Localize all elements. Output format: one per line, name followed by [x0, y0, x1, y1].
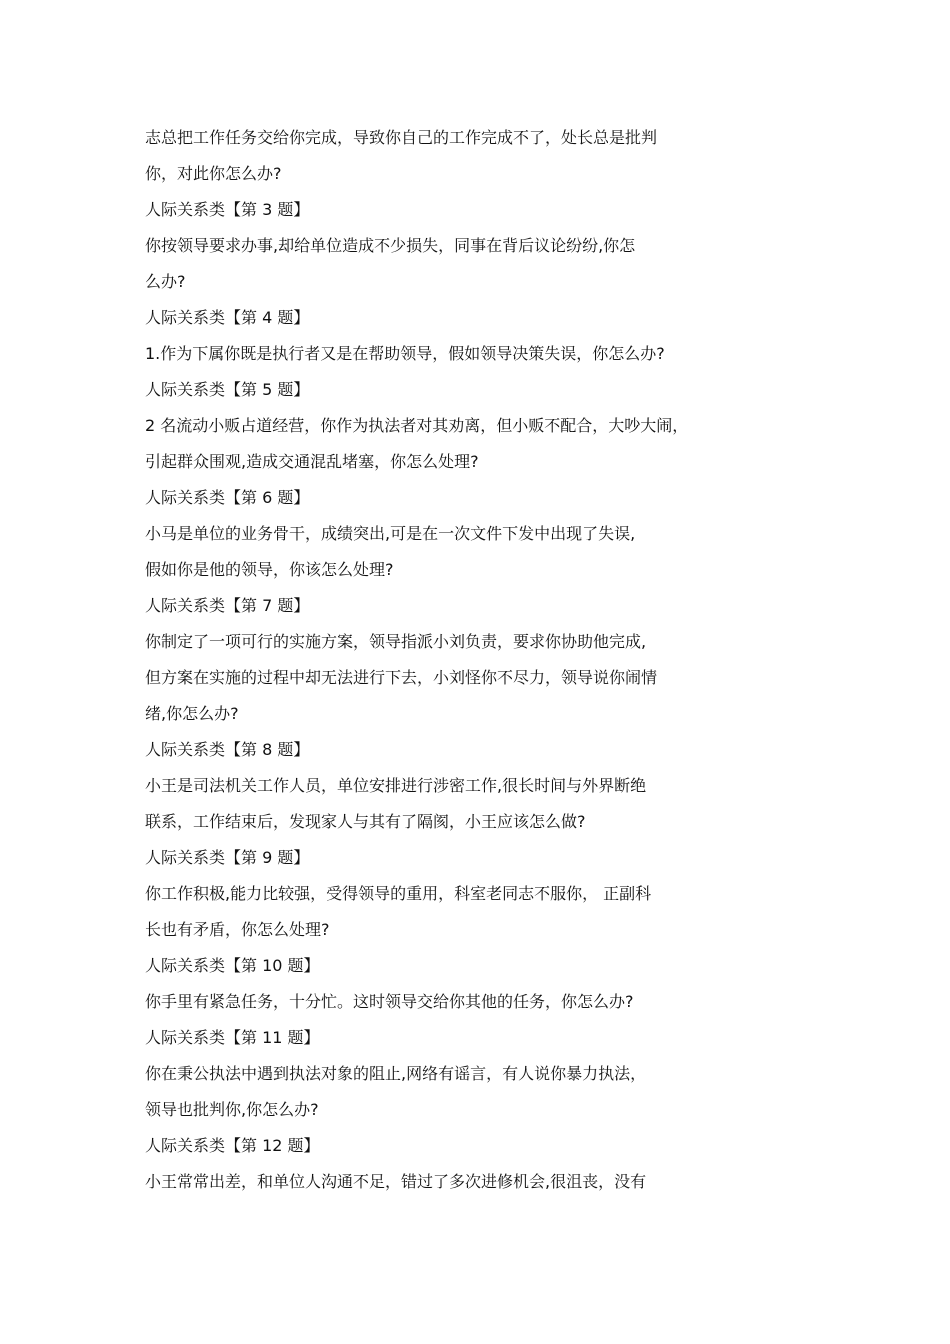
text-line: 2 名流动小贩占道经营，你作为执法者对其劝离，但小贩不配合，大吵大闹，	[145, 416, 689, 435]
question-heading: 人际关系类【第 4 题】	[145, 308, 310, 327]
text-line: 领导也批判你,你怎么办?	[145, 1100, 319, 1119]
text-line: 长也有矛盾，你怎么处理?	[145, 920, 330, 939]
question-heading: 人际关系类【第 8 题】	[145, 740, 310, 759]
text-line: 引起群众围观,造成交通混乱堵塞，你怎么处理?	[145, 452, 479, 471]
text-line: 你，对此你怎么办?	[145, 164, 282, 183]
text-line: 1.作为下属你既是执行者又是在帮助领导，假如领导决策失误，你怎么办?	[145, 344, 665, 363]
text-line: 绪,你怎么办?	[145, 704, 239, 723]
text-line: 么办?	[145, 272, 186, 291]
text-line: 小王常常出差，和单位人沟通不足，错过了多次进修机会,很沮丧，没有	[145, 1172, 647, 1191]
text-line: 你手里有紧急任务，十分忙。这时领导交给你其他的任务，你怎么办?	[145, 992, 634, 1011]
question-heading: 人际关系类【第 9 题】	[145, 848, 310, 867]
text-line: 小马是单位的业务骨干，成绩突出,可是在一次文件下发中出现了失误,	[145, 524, 636, 543]
text-line: 但方案在实施的过程中却无法进行下去，小刘怪你不尽力，领导说你闹情	[145, 668, 658, 687]
text-line: 假如你是他的领导，你该怎么处理?	[145, 560, 394, 579]
question-heading: 人际关系类【第 12 题】	[145, 1136, 320, 1155]
text-line: 你工作积极,能力比较强，受得领导的重用，科室老同志不服你， 正副科	[145, 884, 652, 903]
question-heading: 人际关系类【第 7 题】	[145, 596, 310, 615]
question-heading: 人际关系类【第 3 题】	[145, 200, 310, 219]
text-line: 联系，工作结束后，发现家人与其有了隔阂，小王应该怎么做?	[145, 812, 586, 831]
text-line: 小王是司法机关工作人员，单位安排进行涉密工作,很长时间与外界断绝	[145, 776, 647, 795]
question-heading: 人际关系类【第 11 题】	[145, 1028, 320, 1047]
question-heading: 人际关系类【第 5 题】	[145, 380, 310, 399]
question-heading: 人际关系类【第 10 题】	[145, 956, 320, 975]
text-line: 你在秉公执法中遇到执法对象的阻止,网络有谣言，有人说你暴力执法，	[145, 1064, 647, 1083]
text-line: 你按领导要求办事,却给单位造成不少损失，同事在背后议论纷纷,你怎	[145, 236, 636, 255]
text-line: 你制定了一项可行的实施方案，领导指派小刘负责，要求你协助他完成,	[145, 632, 647, 651]
question-heading: 人际关系类【第 6 题】	[145, 488, 310, 507]
text-line: 志总把工作任务交给你完成，导致你自己的工作完成不了，处长总是批判	[145, 128, 658, 147]
document-body	[145, 120, 765, 1200]
